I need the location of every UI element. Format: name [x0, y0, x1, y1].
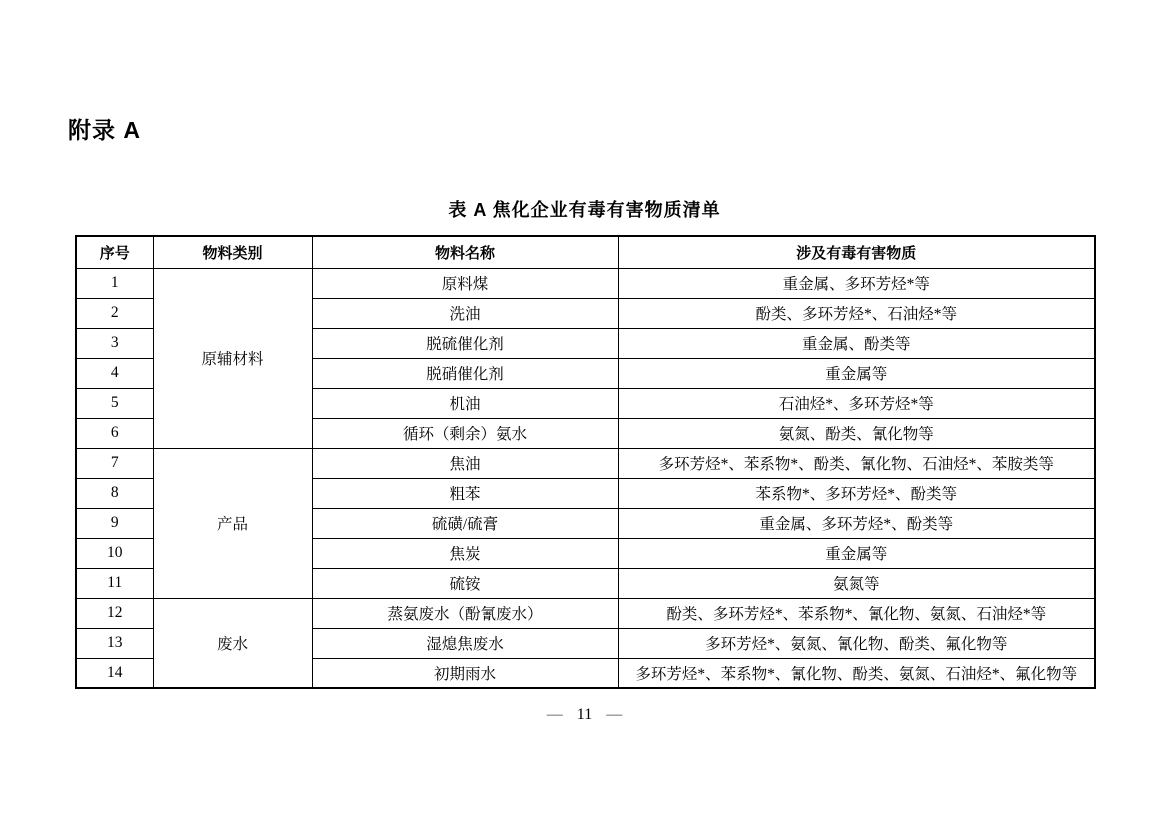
- header-material-name: 物料名称: [312, 236, 618, 268]
- cell-substances: 重金属等: [618, 358, 1095, 388]
- cell-material-name: 焦油: [312, 448, 618, 478]
- cell-material-name: 焦炭: [312, 538, 618, 568]
- cell-serial: 8: [76, 478, 153, 508]
- cell-substances: 多环芳烃*、苯系物*、氰化物、酚类、氨氮、石油烃*、氟化物等: [618, 658, 1095, 688]
- cell-substances: 多环芳烃*、氨氮、氰化物、酚类、氟化物等: [618, 628, 1095, 658]
- cell-material-name: 脱硫催化剂: [312, 328, 618, 358]
- cell-serial: 13: [76, 628, 153, 658]
- cell-material-name: 蒸氨废水（酚氰废水）: [312, 598, 618, 628]
- cell-material-name: 粗苯: [312, 478, 618, 508]
- cell-material-name: 循环（剩余）氨水: [312, 418, 618, 448]
- cell-material-name: 原料煤: [312, 268, 618, 298]
- cell-substances: 重金属、多环芳烃*等: [618, 268, 1095, 298]
- appendix-heading: 附录 A: [68, 117, 141, 143]
- table-row: [76, 268, 1095, 298]
- cell-substances: 重金属、多环芳烃*、酚类等: [618, 508, 1095, 538]
- cell-serial: 1: [76, 268, 153, 298]
- footer-dash-left: —: [546, 706, 563, 723]
- header-substances: 涉及有毒有害物质: [618, 236, 1095, 268]
- footer-dash-right: —: [606, 706, 623, 723]
- cell-serial: 4: [76, 358, 153, 388]
- cell-material-name: 洗油: [312, 298, 618, 328]
- cell-material-name: 硫磺/硫膏: [312, 508, 618, 538]
- page-footer: [0, 706, 1169, 724]
- cell-substances: 酚类、多环芳烃*、苯系物*、氰化物、氨氮、石油烃*等: [618, 598, 1095, 628]
- cell-category-products: 产品: [153, 448, 312, 598]
- cell-serial: 9: [76, 508, 153, 538]
- cell-serial: 14: [76, 658, 153, 688]
- cell-serial: 7: [76, 448, 153, 478]
- cell-substances: 重金属等: [618, 538, 1095, 568]
- cell-substances: 酚类、多环芳烃*、石油烃*等: [618, 298, 1095, 328]
- table-row: [76, 448, 1095, 478]
- cell-serial: 6: [76, 418, 153, 448]
- cell-substances: 苯系物*、多环芳烃*、酚类等: [618, 478, 1095, 508]
- cell-serial: 10: [76, 538, 153, 568]
- cell-serial: 12: [76, 598, 153, 628]
- page-number: 11: [576, 706, 593, 723]
- cell-serial: 5: [76, 388, 153, 418]
- cell-substances: 氨氮等: [618, 568, 1095, 598]
- table-header-row: [76, 236, 1095, 268]
- table-row: [76, 598, 1095, 628]
- cell-category-wastewater: 废水: [153, 598, 312, 688]
- cell-material-name: 湿熄焦废水: [312, 628, 618, 658]
- cell-material-name: 机油: [312, 388, 618, 418]
- cell-substances: 氨氮、酚类、氰化物等: [618, 418, 1095, 448]
- header-serial-number: 序号: [76, 236, 153, 268]
- table-title: 表 A 焦化企业有毒有害物质清单: [448, 200, 721, 220]
- cell-serial: 2: [76, 298, 153, 328]
- cell-serial: 3: [76, 328, 153, 358]
- substances-table: [75, 235, 1096, 689]
- cell-material-name: 初期雨水: [312, 658, 618, 688]
- cell-category-raw-materials: 原辅材料: [153, 268, 312, 448]
- cell-serial: 11: [76, 568, 153, 598]
- cell-substances: 重金属、酚类等: [618, 328, 1095, 358]
- cell-substances: 石油烃*、多环芳烃*等: [618, 388, 1095, 418]
- cell-material-name: 脱硝催化剂: [312, 358, 618, 388]
- cell-material-name: 硫铵: [312, 568, 618, 598]
- cell-substances: 多环芳烃*、苯系物*、酚类、氰化物、石油烃*、苯胺类等: [618, 448, 1095, 478]
- header-material-category: 物料类别: [153, 236, 312, 268]
